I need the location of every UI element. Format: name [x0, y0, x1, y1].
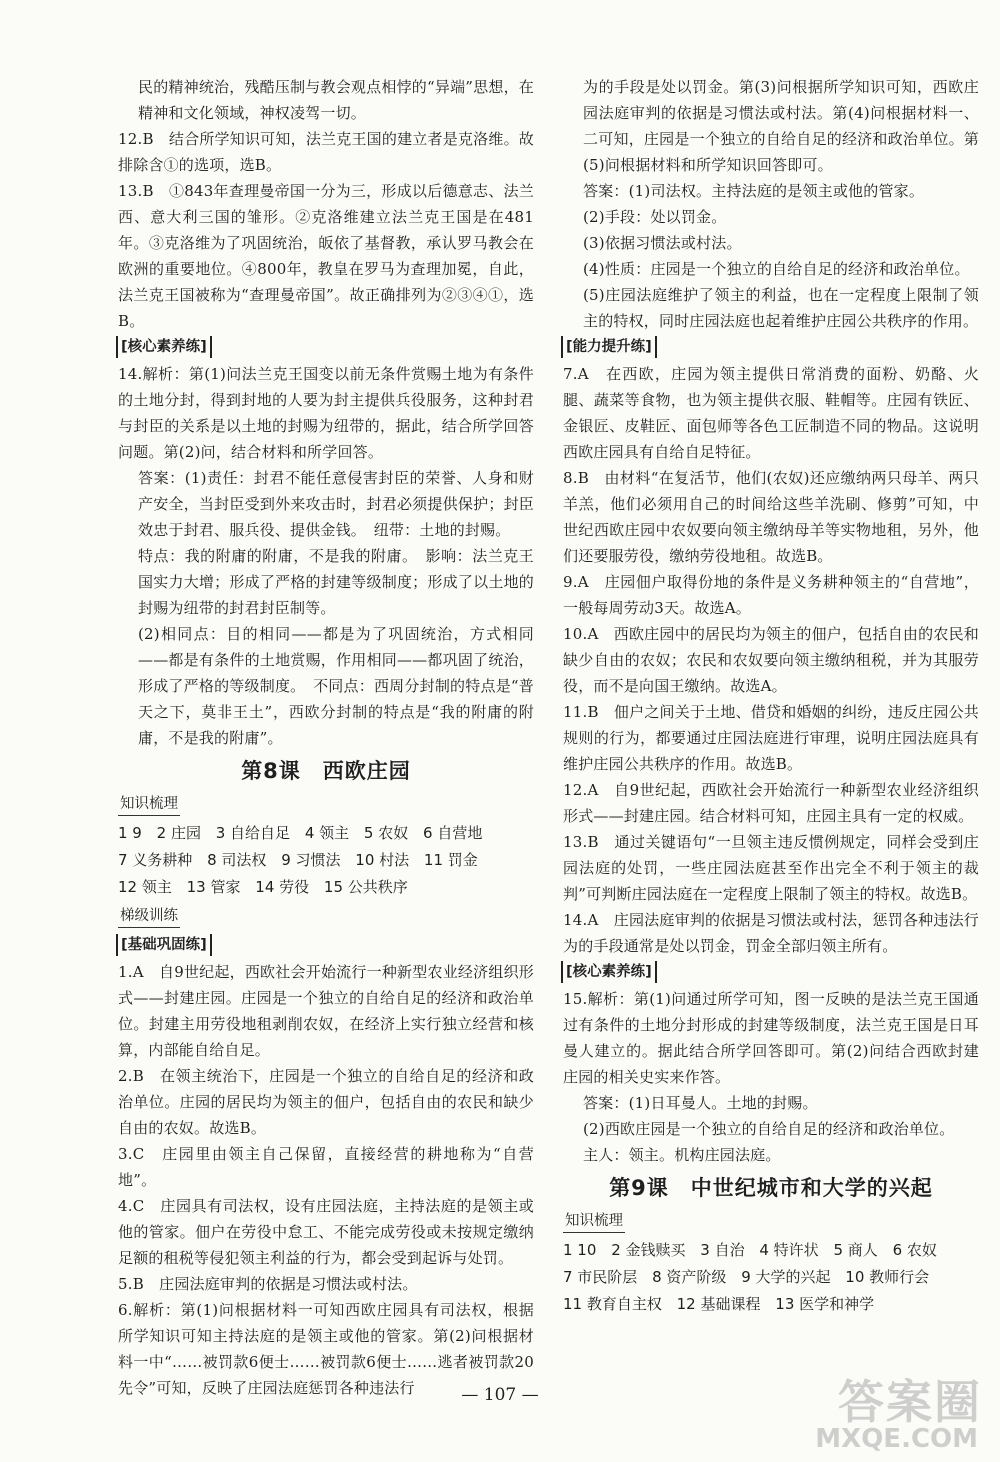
paragraph: 5.B 庄园法庭审判的依据是习惯法或村法。	[118, 1275, 418, 1293]
paragraph: 12.B 结合所学知识可知，法兰克王国的建立者是克洛维。故排除含①的选项，选B。	[118, 130, 534, 174]
knowledge-item: 8 司法权	[207, 851, 267, 869]
lesson-title: 第8课 西欧庄园	[241, 759, 411, 783]
knowledge-item: 1 10	[563, 1241, 597, 1259]
knowledge-item: 13 管家	[186, 878, 241, 896]
knowledge-item: 6 自营地	[423, 824, 483, 842]
paragraph: 10.A 西欧庄园中的居民均为领主的佃户，包括自由的农民和缺少自由的农奴；农民和农奴要向领主缴纳租税，并为其服劳役，而不是向国王缴纳。故选A。	[563, 625, 979, 695]
section-heading-row	[563, 334, 979, 361]
knowledge-item: 7 义务耕种	[118, 851, 193, 869]
knowledge-item: 3 自给自足	[215, 824, 291, 842]
paragraph: 6.解析：第(1)问根据材料一可知西欧庄园具有司法权，根据所学知识可知主持法庭的是领主或他的管家。第(2)问根据材料一中“……被罚款6便士……被罚款6便士……逃者被罚款20先令”可知，反映了庄园法庭惩罚各种违法行	[118, 1301, 534, 1397]
knowledge-item: 15 公共秩序	[323, 878, 408, 896]
paragraph: 14.A 庄园法庭审判的依据是习惯法或村法，惩罚各种违法行为的手段通常是处以罚金，罚金全部归领主所有。	[563, 911, 979, 955]
left-column	[118, 74, 534, 1401]
knowledge-item: 7 市民阶层	[563, 1268, 638, 1286]
paragraph: (2)相同点：目的相同——都是为了巩固统治，方式相同——都是有条件的土地赏赐，作用相同——都巩固了统治，形成了严格的等级制度。 不同点：西周分封制的特点是“普天之下，莫非王土”，西欧分封制的特点是“我的附庸的附庸，不是我的附庸”。	[138, 625, 534, 747]
paragraph: (3)依据习惯法或村法。	[583, 234, 742, 252]
section-heading-row	[118, 932, 534, 959]
knowledge-item: 5 商人	[833, 1241, 878, 1259]
paragraph: (2)手段：处以罚金。	[583, 208, 727, 226]
knowledge-item: 2 金钱赎买	[611, 1241, 686, 1259]
knowledge-item: 11 教育自主权	[563, 1295, 662, 1313]
paragraph: 主人：领主。机构庄园法庭。	[583, 1146, 781, 1164]
subsection-heading: 梯级训练	[118, 905, 180, 928]
paragraph: (5)庄园法庭维护了领主的利益，也在一定程度上限制了领主的特权，同时庄园法庭也起着维护庄园公共秩序的作用。	[583, 286, 979, 330]
knowledge-item: 14 劳役	[255, 878, 310, 896]
section-heading: [核心素养练]	[561, 961, 657, 983]
knowledge-item: 12 领主	[118, 878, 172, 896]
paragraph: 4.C 庄园具有司法权，设有庄园法庭，主持法庭的是领主或他的管家。佃户在劳役中怠工、不能完成劳役或未按规定缴纳足额的租税等侵犯领主利益的行为，都会受到起诉与处罚。	[118, 1197, 534, 1267]
knowledge-item: 11 罚金	[423, 851, 478, 869]
knowledge-item: 9 大学的兴起	[741, 1268, 831, 1286]
paragraph: 民的精神统治，残酷压制与教会观点相悖的“异端”思想，在精神和文化领域，神权凌驾一切。	[138, 78, 534, 122]
subsection-heading-row	[118, 901, 534, 932]
paragraph: 答案：(1)司法权。主持法庭的是领主或他的管家。	[583, 182, 925, 200]
lesson-title: 第9课 中世纪城市和大学的兴起	[609, 1176, 933, 1200]
knowledge-item: 1 9	[118, 824, 142, 842]
knowledge-item: 10 教师行会	[845, 1268, 930, 1286]
section-heading-row	[118, 334, 534, 361]
subsection-heading-row	[563, 1206, 979, 1237]
paragraph: 答案：(1)日耳曼人。土地的封赐。	[583, 1094, 818, 1112]
watermark-url: MXQE.COM	[815, 1424, 978, 1454]
subsection-heading-row	[118, 789, 534, 820]
knowledge-item: 10 村法	[355, 851, 410, 869]
knowledge-item: 4 领主	[304, 824, 350, 842]
paragraph: 13.B ①843年查理曼帝国一分为三，形成以后德意志、法兰西、意大利三国的雏形。②克洛维建立法兰克王国是在481年。③克洛维为了巩固统治，皈依了基督教，承认罗马教会在欧洲的重要地位。④800年，教皇在罗马为查理加冕，自此，法兰克王国被称为“查理曼帝国”。故正确排列为②③④①，选B。	[118, 182, 534, 330]
paragraph: 7.A 在西欧，庄园为领主提供日常消费的面粉、奶酪、火腿、蔬菜等食物，也为领主提供衣服、鞋帽等。庄园有铁匠、金银匠、皮鞋匠、面包师等各色工匠制造不同的物品。这说明西欧庄园具有自给自足特征。	[563, 365, 979, 461]
section-heading: [核心素养练]	[116, 336, 212, 358]
subsection-heading: 知识梳理	[118, 793, 180, 816]
knowledge-item: 13 医学和神学	[775, 1295, 875, 1313]
paragraph: 2.B 在领主统治下，庄园是一个独立的自给自足的经济和政治单位。庄园的居民均为领主的佃户，包括自由的农民和缺少自由的农奴。故选B。	[118, 1067, 534, 1137]
paragraph: 13.B 通过关键语句“一旦领主违反惯例规定，同样会受到庄园法庭的处罚，一些庄园法庭甚至作出完全不利于领主的裁判”可判断庄园法庭在一定程度上限制了领主的特权。故选B。	[563, 833, 979, 903]
knowledge-item: 2 庄园	[156, 824, 201, 842]
paragraph: 14.解析：第(1)问法兰克王国变以前无条件赏赐土地为有条件的土地分封，得到封地的人要为封主提供兵役服务，这种封君与封臣的关系是以土地的封赐为纽带的，据此，结合所学回答问题。第(2)问，结合材料和所学回答。	[118, 365, 534, 461]
section-heading-row	[563, 959, 979, 986]
paragraph: 8.B 由材料“在复活节，他们(农奴)还应缴纳两只母羊、两只羊羔，他们必须用自己的时间给这些羊洗刷、修剪”可知，中世纪西欧庄园中农奴要向领主缴纳母羊等实物地租，另外，他们还要服劳役，缴纳劳役地租。故选B。	[563, 469, 979, 565]
paragraph: 特点：我的附庸的附庸，不是我的附庸。 影响：法兰克王国实力大增；形成了严格的封建等级制度；形成了以土地的封赐为纽带的封君封臣制等。	[138, 547, 534, 617]
knowledge-item: 3 自治	[700, 1241, 745, 1259]
watermark-logo-text: 答案圈	[838, 1375, 982, 1429]
section-heading: [能力提升练]	[561, 336, 657, 358]
paragraph: 12.A 自9世纪起，西欧社会开始流行一种新型农业经济组织形式——封建庄园。结合材料可知，庄园主具有一定的权威。	[563, 781, 979, 825]
page-number: — 107 —	[461, 1385, 539, 1405]
paragraph: 1.A 自9世纪起，西欧社会开始流行一种新型农业经济组织形式——封建庄园。庄园是一个独立的自给自足的经济和政治单位。封建主用劳役地租剥削农奴，在经济上实行独立经营和核算，内部能自给自足。	[118, 963, 534, 1059]
paragraph: 11.B 佃户之间关于土地、借贷和婚姻的纠纷，违反庄园公共规则的行为，都要通过庄园法庭进行审理，说明庄园法庭具有维护庄园公共秩序的作用。故选B。	[563, 703, 979, 773]
section-heading: [基础巩固练]	[116, 934, 212, 956]
watermark-logo	[817, 1366, 982, 1456]
paragraph: 3.C 庄园里由领主自己保留，直接经营的耕地称为“自营地”。	[118, 1145, 534, 1189]
paragraph: (4)性质：庄园是一个独立的自给自足的经济和政治单位。	[583, 260, 970, 278]
knowledge-list	[118, 820, 534, 901]
paragraph: 9.A 庄园佃户取得份地的条件是义务耕种领主的“自营地”，一般每周劳动3天。故选A。	[563, 573, 979, 617]
paragraph: 15.解析：第(1)问通过所学可知，图一反映的是法兰克王国通过有条件的土地分封形成的封建等级制度，法兰克王国是日耳曼人建立的。据此结合所学回答即可。第(2)问结合西欧封建庄园的相关史实来作答。	[563, 990, 979, 1086]
knowledge-item: 9 习惯法	[281, 851, 341, 869]
knowledge-item: 8 资产阶级	[652, 1268, 727, 1286]
knowledge-item: 4 特许状	[759, 1241, 819, 1259]
knowledge-item: 12 基础课程	[676, 1295, 761, 1313]
right-column	[563, 74, 979, 1318]
knowledge-list	[563, 1237, 979, 1318]
paragraph: 答案：(1)责任：封君不能任意侵害封臣的荣誉、人身和财产安全，当封臣受到外来攻击时，封君必须提供保护；封臣效忠于封君、服兵役、提供金钱。 纽带：土地的封赐。	[138, 469, 534, 539]
paragraph: 为的手段是处以罚金。第(3)问根据所学知识可知，西欧庄园法庭审判的依据是习惯法或村法。第(4)问根据材料一、二可知，庄园是一个独立的自给自足的经济和政治单位。第(5)问根据材料和所学知识回答即可。	[583, 78, 979, 174]
knowledge-item: 6 农奴	[892, 1241, 937, 1259]
paragraph: (2)西欧庄园是一个独立的自给自足的经济和政治单位。	[583, 1120, 955, 1138]
subsection-heading: 知识梳理	[563, 1210, 625, 1233]
knowledge-item: 5 农奴	[363, 824, 409, 842]
